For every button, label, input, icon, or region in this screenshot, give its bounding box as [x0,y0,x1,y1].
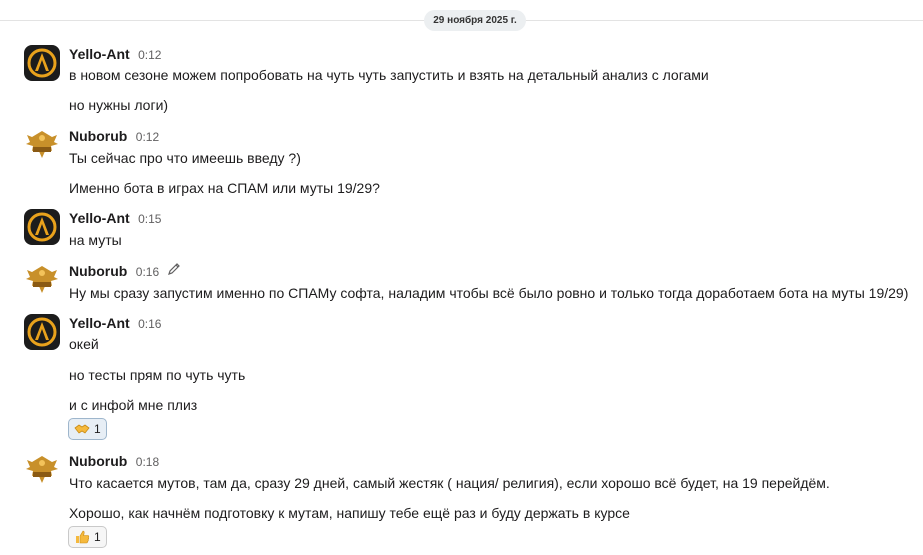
message-text: и с инфой мне плиз [69,397,198,413]
author-name[interactable]: Nuborub [69,453,128,469]
message-text: но нужны логи) [69,97,169,113]
date-divider[interactable]: 29 ноября 2025 г. [424,10,526,31]
message-text: Ты сейчас про что имеешь введу ?) [69,150,301,166]
avatar-yello-ant[interactable] [24,314,60,350]
pencil-icon[interactable] [167,262,181,281]
avatar-yello-ant[interactable] [24,45,60,81]
reaction-count: 1 [94,422,101,436]
message-time[interactable]: 0:12 [135,130,160,144]
author-name[interactable]: Nuborub [69,263,128,279]
avatar-yello-ant[interactable] [24,209,60,245]
message-text: Что касается мутов, там да, сразу 29 дней, самый жестяк ( нация/ религия), если хорошо всё будет, на 19 перейдём. [69,475,830,491]
avatar-nuborub[interactable] [24,127,60,163]
message-text: но тесты прям по чуть чуть [69,367,246,383]
message-time[interactable]: 0:12 [138,48,162,62]
author-name[interactable]: Yello-Ant [69,46,130,62]
reaction-thumbs-up[interactable] [68,526,107,548]
message-time[interactable]: 0:18 [135,455,160,469]
reaction-count: 1 [94,530,101,544]
message-time[interactable]: 0:16 [135,265,160,279]
reaction-handshake[interactable] [68,418,107,440]
message-text: Ну мы сразу запустим именно по СПАМу софта, наладим чтобы всё было ровно и только тогда доработаем бота на муты 19/29) [69,285,909,301]
message-text: Хорошо, как начнём подготовку к мутам, напишу тебе ещё раз и буду держать в курсе [69,505,630,521]
message-text: в новом сезоне можем попробовать на чуть чуть запустить и взять на детальный анализ с логами [69,67,709,83]
message-time[interactable]: 0:16 [138,317,162,331]
avatar-nuborub[interactable] [24,452,60,488]
author-name[interactable]: Yello-Ant [69,210,130,226]
author-name[interactable]: Yello-Ant [69,315,130,331]
author-name[interactable]: Nuborub [69,128,128,144]
message-text: Именно бота в играх на СПАМ или муты 19/29? [69,180,380,196]
handshake-icon [74,422,90,436]
message-time[interactable]: 0:15 [138,212,162,226]
message-text: на муты [69,232,122,248]
thumbs-up-icon [74,530,90,544]
avatar-nuborub[interactable] [24,262,60,298]
message-text: окей [69,336,99,352]
